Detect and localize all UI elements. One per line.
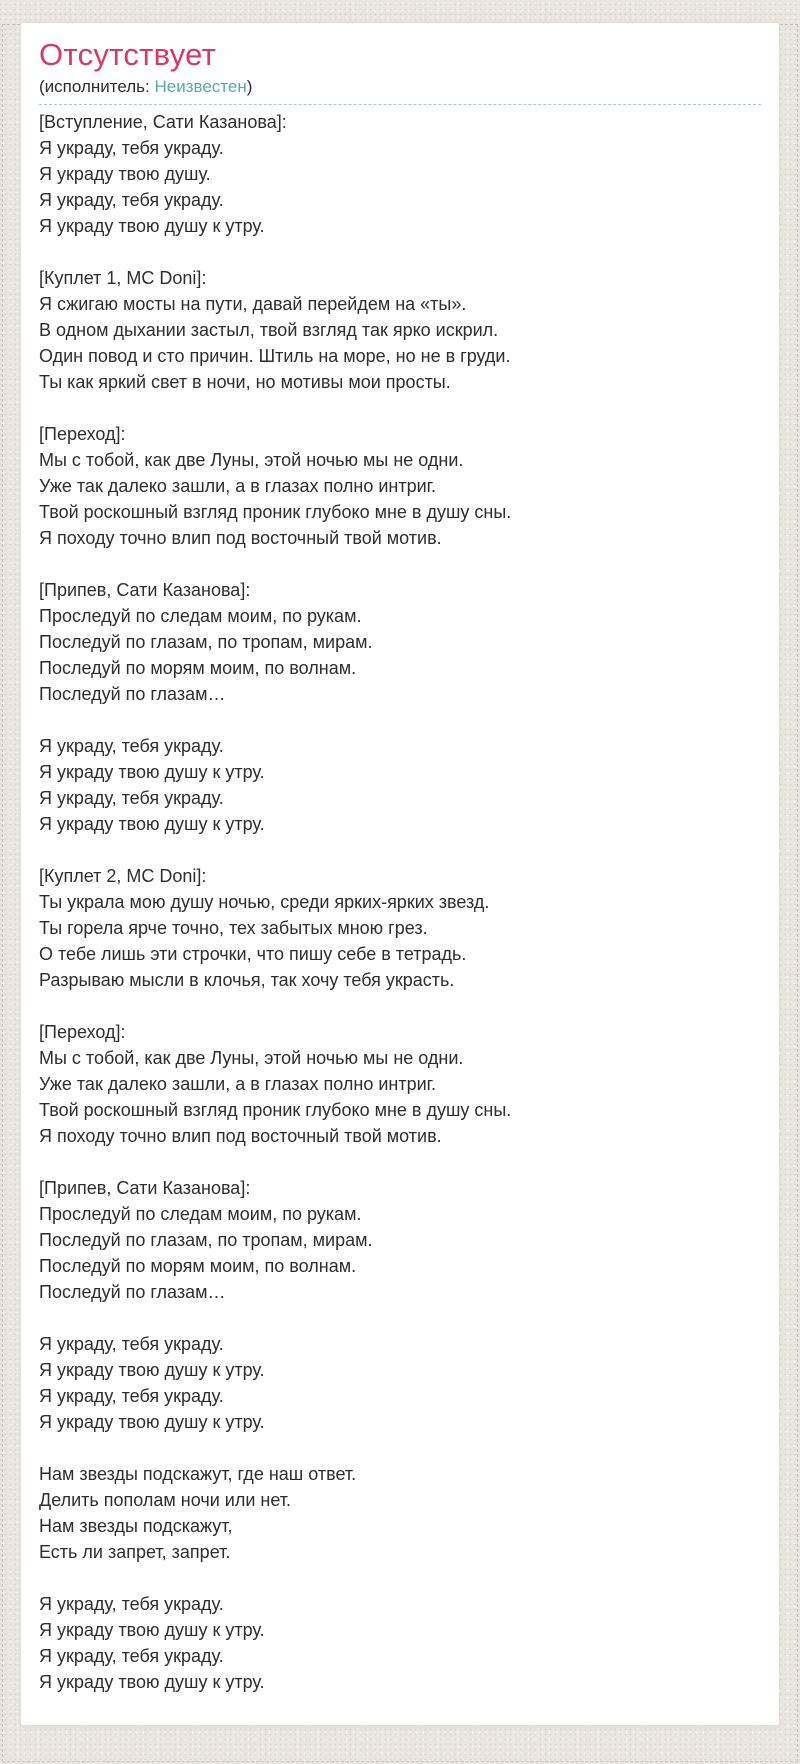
lyrics-line: Последуй по морям моим, по волнам. xyxy=(39,1255,357,1276)
lyrics-line: Я украду, тебя украду. xyxy=(39,1645,224,1666)
lyrics-stanza xyxy=(39,863,761,993)
lyrics-line: Последуй по глазам… xyxy=(39,683,226,704)
lyrics-stanza xyxy=(39,421,761,551)
lyrics-stanza xyxy=(39,1591,761,1695)
lyrics-line: Твой роскошный взгляд проник глубоко мне в душу сны. xyxy=(39,501,512,522)
lyrics-line: Твой роскошный взгляд проник глубоко мне в душу сны. xyxy=(39,1099,512,1120)
lyrics-line: Проследуй по следам моим, по рукам. xyxy=(39,1203,362,1224)
lyrics-line: Есть ли запрет, запрет. xyxy=(39,1541,231,1562)
lyrics-line: Я походу точно влип под восточный твой мотив. xyxy=(39,527,442,548)
lyrics-line: Я украду, тебя украду. xyxy=(39,1385,224,1406)
lyrics-line: Проследуй по следам моим, по рукам. xyxy=(39,605,362,626)
lyrics-line: Я украду твою душу к утру. xyxy=(39,1671,265,1692)
lyrics-line: В одном дыхании застыл, твой взгляд так ярко искрил. xyxy=(39,319,499,340)
artist-label: (исполнитель: xyxy=(39,76,155,96)
lyrics-line: Я украду твою душу. xyxy=(39,163,211,184)
lyrics-line: Я украду, тебя украду. xyxy=(39,189,224,210)
lyrics-line: Я походу точно влип под восточный твой мотив. xyxy=(39,1125,442,1146)
lyrics-stanza xyxy=(39,577,761,707)
lyrics-stanza xyxy=(39,109,761,239)
lyrics-line: [Переход]: xyxy=(39,423,126,444)
lyrics-line: Последуй по морям моим, по волнам. xyxy=(39,657,357,678)
lyrics-line: Ты как яркий свет в ночи, но мотивы мои просты. xyxy=(39,371,451,392)
lyrics-line: Уже так далеко зашли, а в глазах полно интриг. xyxy=(39,475,437,496)
lyrics-line: Нам звезды подскажут, xyxy=(39,1515,233,1536)
lyrics-line: Я украду, тебя украду. xyxy=(39,787,224,808)
lyrics-text xyxy=(39,109,761,1695)
lyrics-line: Я сжигаю мосты на пути, давай перейдем на «ты». xyxy=(39,293,467,314)
header-separator xyxy=(39,104,761,105)
lyrics-stanza xyxy=(39,1175,761,1305)
lyrics-line: [Вступление, Сати Казанова]: xyxy=(39,111,287,132)
lyrics-line: Разрываю мысли в клочья, так хочу тебя украсть. xyxy=(39,969,455,990)
lyrics-line: Уже так далеко зашли, а в глазах полно интриг. xyxy=(39,1073,437,1094)
artist-link[interactable]: Неизвестен xyxy=(154,76,247,96)
lyrics-line: О тебе лишь эти строчки, что пишу себе в тетрадь. xyxy=(39,943,467,964)
lyrics-line: Один повод и сто причин. Штиль на море, но не в груди. xyxy=(39,345,511,366)
lyrics-line: Нам звезды подскажут, где наш ответ. xyxy=(39,1463,357,1484)
lyrics-line: Я украду, тебя украду. xyxy=(39,1593,224,1614)
lyrics-line: Я украду твою душу к утру. xyxy=(39,813,265,834)
song-title: Отсутствует xyxy=(39,37,217,72)
lyrics-stanza xyxy=(39,1461,761,1565)
lyrics-stanza xyxy=(39,1019,761,1149)
lyrics-line: Я украду твою душу к утру. xyxy=(39,215,265,236)
lyrics-line: Делить пополам ночи или нет. xyxy=(39,1489,291,1510)
lyrics-stanza xyxy=(39,265,761,395)
lyrics-line: [Куплет 1, MC Doni]: xyxy=(39,267,207,288)
lyrics-line: [Куплет 2, MC Doni]: xyxy=(39,865,207,886)
lyrics-line: Я украду, тебя украду. xyxy=(39,735,224,756)
lyrics-stanza xyxy=(39,1331,761,1435)
artist-label-close-paren: ) xyxy=(246,76,253,96)
lyrics-line: Последуй по глазам, по тропам, мирам. xyxy=(39,631,373,652)
lyrics-line: Я украду твою душу к утру. xyxy=(39,1619,265,1640)
lyrics-line: Последуй по глазам… xyxy=(39,1281,226,1302)
lyrics-line: [Припев, Сати Казанова]: xyxy=(39,579,251,600)
lyrics-line: Ты украла мою душу ночью, среди ярких-ярких звезд. xyxy=(39,891,490,912)
lyrics-card xyxy=(20,22,780,1726)
lyrics-line: Я украду твою душу к утру. xyxy=(39,761,265,782)
lyrics-line: Мы с тобой, как две Луны, этой ночью мы не одни. xyxy=(39,1047,464,1068)
lyrics-line: Мы с тобой, как две Луны, этой ночью мы не одни. xyxy=(39,449,464,470)
lyrics-line: [Переход]: xyxy=(39,1021,126,1042)
lyrics-line: [Припев, Сати Казанова]: xyxy=(39,1177,251,1198)
lyrics-line: Последуй по глазам, по тропам, мирам. xyxy=(39,1229,373,1250)
lyrics-line: Ты горела ярче точно, тех забытых мною грез. xyxy=(39,917,428,938)
lyrics-line: Я украду твою душу к утру. xyxy=(39,1411,265,1432)
lyrics-stanza xyxy=(39,733,761,837)
lyrics-line: Я украду, тебя украду. xyxy=(39,137,224,158)
lyrics-line: Я украду твою душу к утру. xyxy=(39,1359,265,1380)
lyrics-line: Я украду, тебя украду. xyxy=(39,1333,224,1354)
artist-line xyxy=(39,76,761,97)
